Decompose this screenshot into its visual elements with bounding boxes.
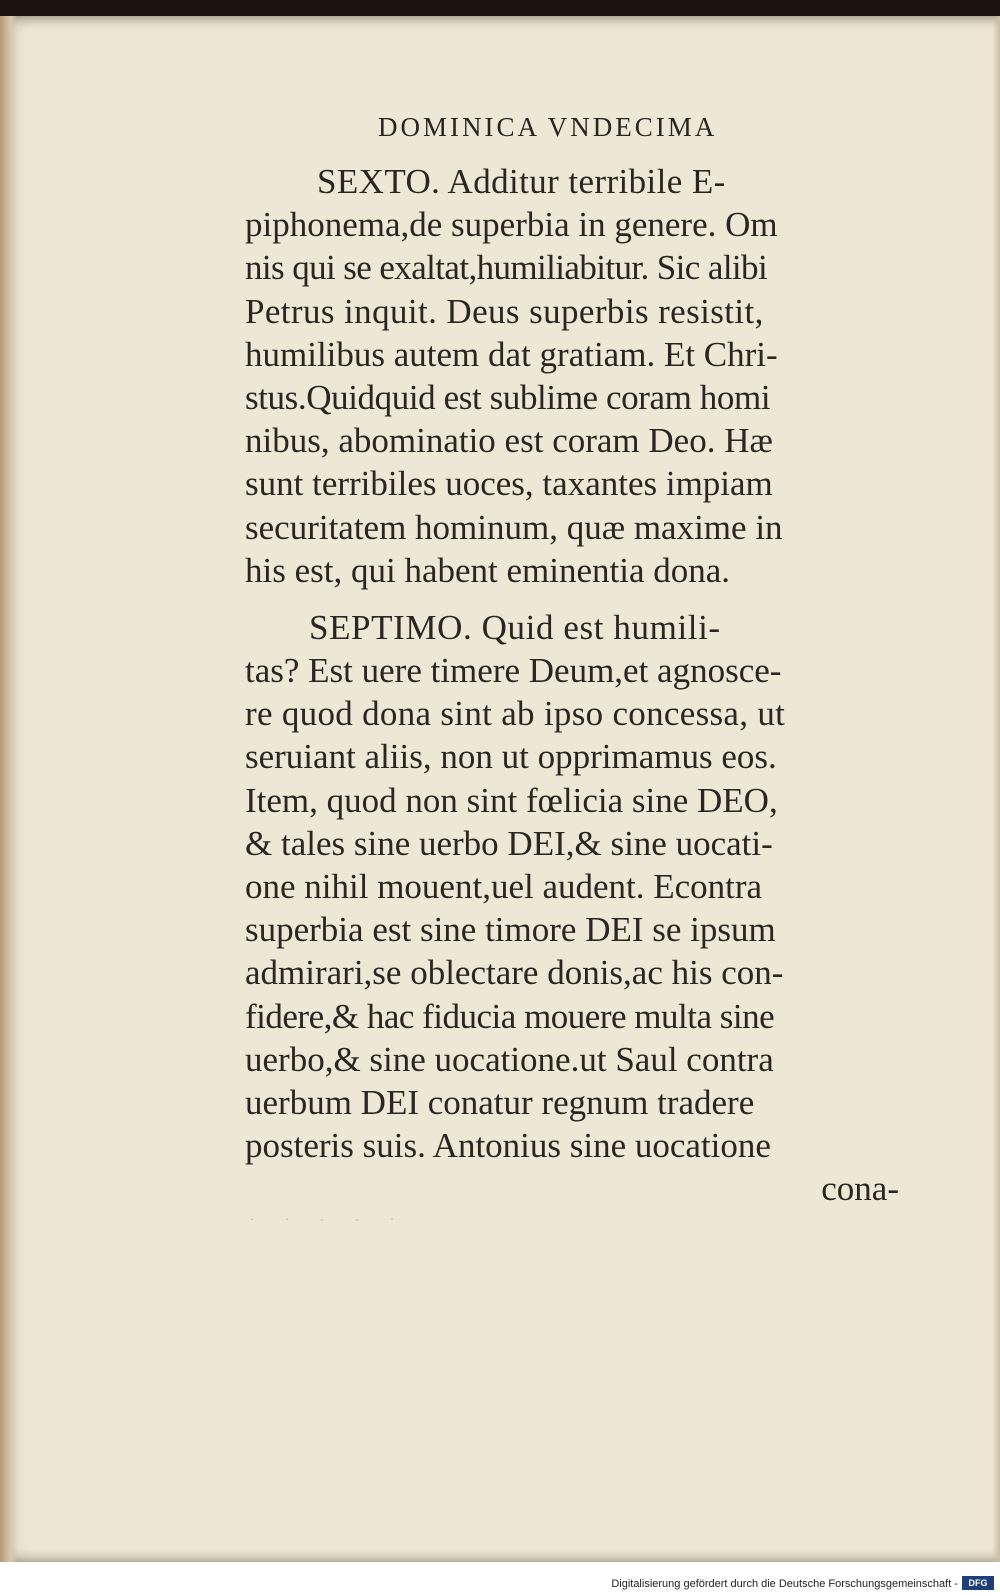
- paragraph-sexto: [245, 160, 905, 592]
- text-line: uerbum DEI conatur regnum tradere: [245, 1082, 755, 1122]
- text-line: fidere,& hac fiducia mouere multa sine: [245, 996, 775, 1036]
- paragraph-gap: [245, 592, 905, 606]
- text-line: SEXTO. Additur terribile E-: [317, 162, 726, 201]
- text-line: SEPTIMO. Quid est humili-: [309, 607, 721, 647]
- text-line: & tales sine uerbo DEI,& sine uocati-: [245, 823, 773, 863]
- digitization-credit: Digitalisierung gefördert durch die Deutsche Forschungsgemeinschaft -: [611, 1578, 958, 1590]
- text-line: seruiant aliis, non ut opprimamus eos.: [245, 737, 777, 777]
- body-text: [245, 160, 905, 1211]
- text-line: piphonema,de superbia in genere. Om: [245, 205, 778, 245]
- text-line: stus.Quidquid est sublime coram homi: [245, 377, 771, 417]
- text-line: securitatem hominum, quæ maxime in: [245, 507, 783, 547]
- ink-specks: · · ‐ ‐ ·: [250, 1212, 408, 1226]
- running-head: DOMINICA VNDECIMA: [378, 112, 718, 142]
- text-line: re quod dona sint ab ipso concessa, ut: [245, 694, 786, 734]
- text-line: superbia est sine timore DEI se ipsum: [245, 910, 776, 950]
- catchword: cona-: [821, 1169, 899, 1209]
- text-line: one nihil mouent,uel audent. Econtra: [245, 867, 763, 906]
- dfg-logo-icon: DFG: [962, 1576, 994, 1590]
- text-line: Item, quod non sint fœlicia sine DEO,: [245, 780, 778, 820]
- text-line: sunt terribiles uoces, taxantes impiam: [245, 464, 773, 504]
- page-gutter-shadow: [0, 16, 18, 1562]
- text-line: his est, qui habent eminentia dona.: [245, 550, 731, 590]
- text-line: nis qui se exaltat,humiliabitur. Sic alibi: [245, 248, 768, 288]
- text-line: humilibus autem dat gratiam. Et Chri-: [245, 334, 778, 374]
- text-line: posteris suis. Antonius sine uocatione: [245, 1126, 771, 1166]
- page-edge-right: [992, 16, 1000, 1562]
- text-line: nibus, abominatio est coram Deo. Hæ: [245, 421, 773, 461]
- text-line: Petrus inquit. Deus superbis resistit,: [245, 291, 764, 331]
- text-line: tas? Est uere timere Deum,et agnosce-: [245, 651, 782, 691]
- paragraph-septimo: [245, 606, 905, 1167]
- text-line: admirari,se oblectare donis,ac his con-: [245, 953, 784, 993]
- text-line: uerbo,& sine uocatione.ut Saul contra: [245, 1039, 774, 1079]
